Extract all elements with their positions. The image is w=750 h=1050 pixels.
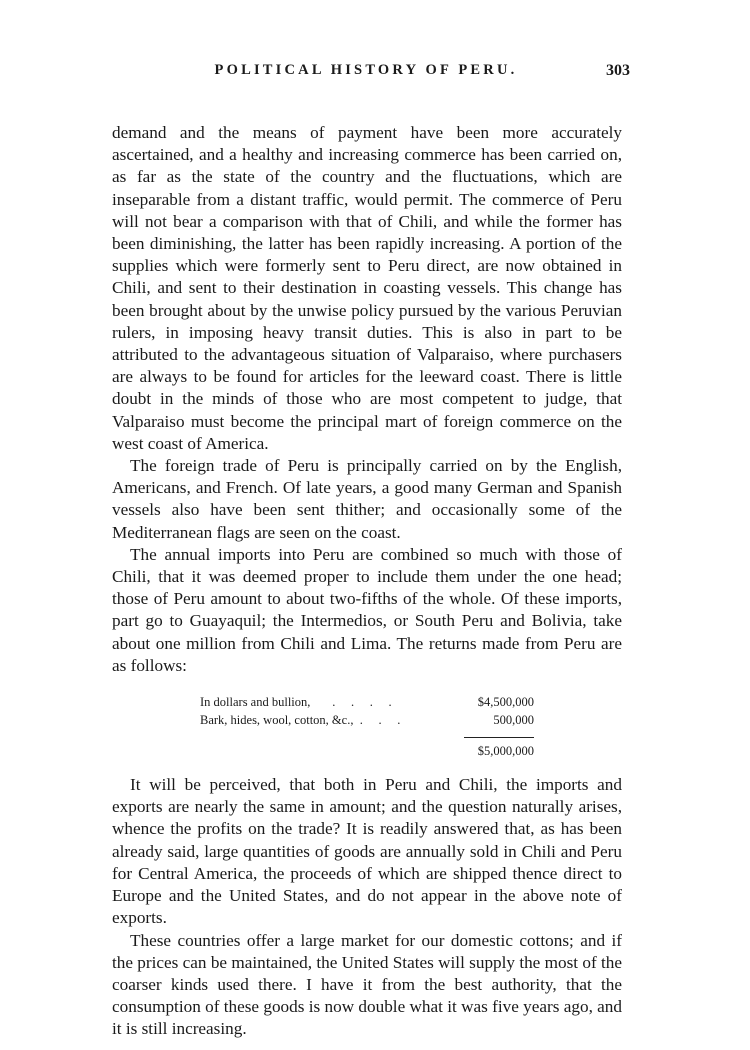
paragraph-4: It will be perceived, that both in Peru and Chili, the imports and exports are nearly the same in amount; and the question naturally arises, whence the profits on the trade? It is readily answered that, as has been already said, large quantities of goods are annually sold in Chili and Peru for Central America, the proceeds of which are shipped thence direct to Europe and the United States, and do not appear in the above note of exports. [112, 775, 622, 928]
paragraph-5: These countries offer a large market for our domestic cottons; and if the prices can be maintained, the United States will supply the most of the coarser kinds used there. I have it from the best authority, that the consumption of these goods is now double what it was five years ago, and it is still increasing. [112, 930, 622, 1039]
running-head: POLITICAL HISTORY OF PERU. [214, 62, 518, 78]
page-header [112, 62, 630, 86]
table-total: $5,000,000 [477, 744, 534, 759]
row-amount: $4,500,000 [477, 695, 534, 710]
row-label: Bark, hides, wool, cotton, &c., . . . [200, 713, 401, 728]
table-row [200, 693, 534, 711]
paragraph-3: The annual imports into Peru are combined so much with those of Chili, that it was deemed proper to include them under the one head; those of Peru amount to about two-fifths of the whole. Of these imports, part go to Guayaquil; the Intermedios, or South Peru and Bolivia, take about one million from Chili and Lima. The returns made from Peru are as follows: [112, 544, 622, 675]
table-row [200, 711, 534, 729]
paragraph-1: demand and the means of payment have been more accurately ascertained, and a healthy and increasing commerce has been carried on, as far as the state of the country and the fluctuations, which are inseparable from a distant traffic, would permit. The commerce of Peru will not bear a comparison with that of Chili, and while the former has been diminishing, the latter has been rapidly increasing. A portion of the supplies which were formerly sent to Peru direct, are now obtained in Chili, and sent to their destination in coasting vessels. This change has been brought about by the unwise policy pursued by the various Peruvian rulers, in imposing heavy transit duties. This is also in part to be attributed to the advantageous situation of Valparaiso, where purchasers are always to be found for articles for the leeward coast. There is little doubt in the minds of those who are most competent to judge, that Valparaiso must become the principal mart of foreign commerce on the west coast of America. [112, 123, 622, 453]
paragraph-2: The foreign trade of Peru is principally carried on by the English, Americans, and French. Of late years, a good many German and Spanish vessels also have been sent thither; and occasionally some of the Mediterranean flags are seen on the coast. [112, 456, 622, 542]
total-rule [464, 737, 534, 738]
body-text [112, 122, 622, 1041]
row-label: In dollars and bullion, . . . . [200, 695, 392, 710]
returns-table [200, 693, 534, 760]
row-amount: 500,000 [493, 713, 534, 728]
page-number: 303 [606, 62, 630, 79]
